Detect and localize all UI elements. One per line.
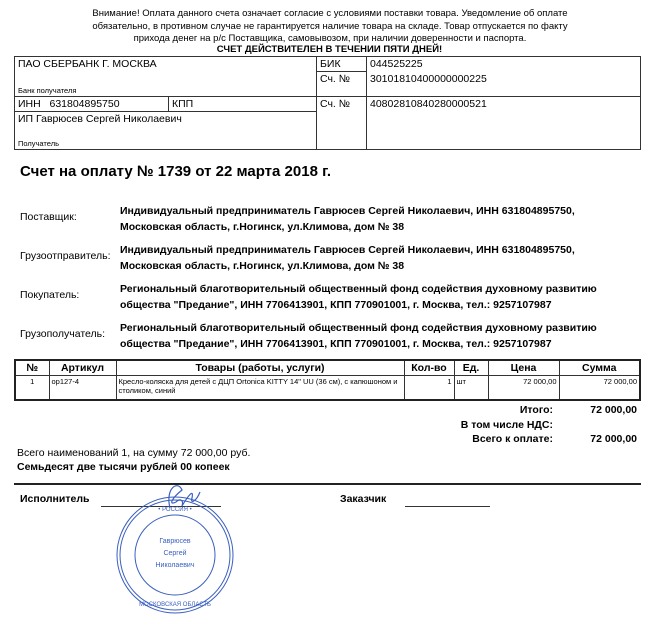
invoice-title: Счет на оплату № 1739 от 22 марта 2018 г. — [20, 163, 331, 180]
col-article: Артикул — [49, 360, 116, 376]
row-price: 72 000,00 — [488, 376, 559, 400]
inn-label: ИНН — [18, 98, 41, 110]
corr-account-value: 30101810400000000225 — [367, 72, 641, 97]
total-label: Итого: — [519, 404, 553, 416]
account-value: 40802810840280000521 — [367, 97, 641, 150]
payment-notice: Внимание! Оплата данного счета означает согласие с условиями поставки товара. Уведомление об оплате обязательно, в противном случае не гарантируется наличие товара на складе. Товар отпускается по факту прихода денег на р/с Поставщика, самовывозом, при наличии доверенности и паспорта. — [92, 8, 568, 44]
row-article: op127-4 — [49, 376, 116, 400]
consignee-label: Грузополучатель: — [20, 328, 106, 340]
consignee-text: Региональный благотворительный общественный фонд содействия духовному развитию общества "Предание", ИНН 7706413901, КПП 770901001, г. Москва, тел.: 9257107987 — [120, 322, 597, 350]
due-value: 72 000,00 — [590, 433, 637, 445]
bik-label: БИК — [317, 57, 367, 72]
customer-signature-line — [405, 506, 490, 507]
shipper-label: Грузоотправитель: — [20, 250, 111, 262]
row-sum: 72 000,00 — [559, 376, 640, 400]
items-header — [15, 360, 640, 376]
row-number: 1 — [15, 376, 49, 400]
kpp-label: КПП — [172, 98, 194, 110]
items-table — [14, 359, 641, 401]
bank-name: ПАО СБЕРБАНК Г. МОСКВА — [18, 58, 157, 70]
company-stamp — [110, 478, 250, 618]
summary-line: Всего наименований 1, на сумму 72 000,00 руб. — [17, 447, 251, 459]
account-label: Сч. № — [317, 97, 367, 150]
customer-label: Заказчик — [340, 493, 387, 505]
row-goods: Кресло-коляска для детей с ДЦП Ortonica KITTY 14" UU (36 см), с капюшоном и столиком, синий — [116, 376, 404, 400]
amount-in-words: Семьдесят две тысячи рублей 00 копеек — [17, 461, 230, 473]
row-unit: шт — [454, 376, 488, 400]
col-number: № — [15, 360, 49, 376]
inn-value: 631804895750 — [49, 98, 120, 110]
buyer-text: Региональный благотворительный общественный фонд содействия духовному развитию общества "Предание", ИНН 7706413901, КПП 770901001, г. Москва, тел.: 9257107987 — [120, 283, 597, 311]
svg-text:Сергей: Сергей — [163, 550, 187, 557]
total-value: 72 000,00 — [590, 404, 637, 416]
row-qty: 1 — [404, 376, 454, 400]
validity-note: СЧЕТ ДЕЙСТВИТЕЛЕН В ТЕЧЕНИИ ПЯТИ ДНЕЙ! — [216, 44, 443, 55]
svg-text:МОСКОВСКАЯ ОБЛАСТЬ: МОСКОВСКАЯ ОБЛАСТЬ — [139, 602, 211, 608]
supplier-label: Поставщик: — [20, 211, 77, 223]
col-qty: Кол-во — [404, 360, 454, 376]
col-price: Цена — [488, 360, 559, 376]
table-row — [15, 376, 640, 400]
svg-text:Николаевич: Николаевич — [155, 562, 195, 569]
recipient-name: ИП Гаврюсев Сергей Николаевич — [18, 113, 182, 125]
due-label: Всего к оплате: — [472, 433, 553, 445]
executor-label: Исполнитель — [20, 493, 90, 505]
col-unit: Ед. — [454, 360, 488, 376]
col-goods: Товары (работы, услуги) — [116, 360, 404, 376]
bank-caption: Банк получателя — [18, 86, 77, 95]
buyer-label: Покупатель: — [20, 289, 80, 301]
shipper-text: Индивидуальный предприниматель Гаврюсев Сергей Николаевич, ИНН 631804895750, Московская область, г.Ногинск, ул.Климова, дом № 38 — [120, 244, 575, 272]
bank-details-table — [14, 56, 641, 150]
svg-text:Гаврюсев: Гаврюсев — [159, 538, 191, 545]
col-sum: Сумма — [559, 360, 640, 376]
corr-account-label: Сч. № — [317, 72, 367, 97]
svg-text:• РОССИЯ •: • РОССИЯ • — [158, 507, 192, 513]
divider — [14, 483, 641, 485]
supplier-text: Индивидуальный предприниматель Гаврюсев Сергей Николаевич, ИНН 631804895750, Московская область, г.Ногинск, ул.Климова, дом № 38 — [120, 205, 575, 233]
recipient-caption: Получатель — [18, 139, 59, 148]
bik-value: 044525225 — [367, 57, 641, 72]
vat-label: В том числе НДС: — [460, 419, 553, 431]
